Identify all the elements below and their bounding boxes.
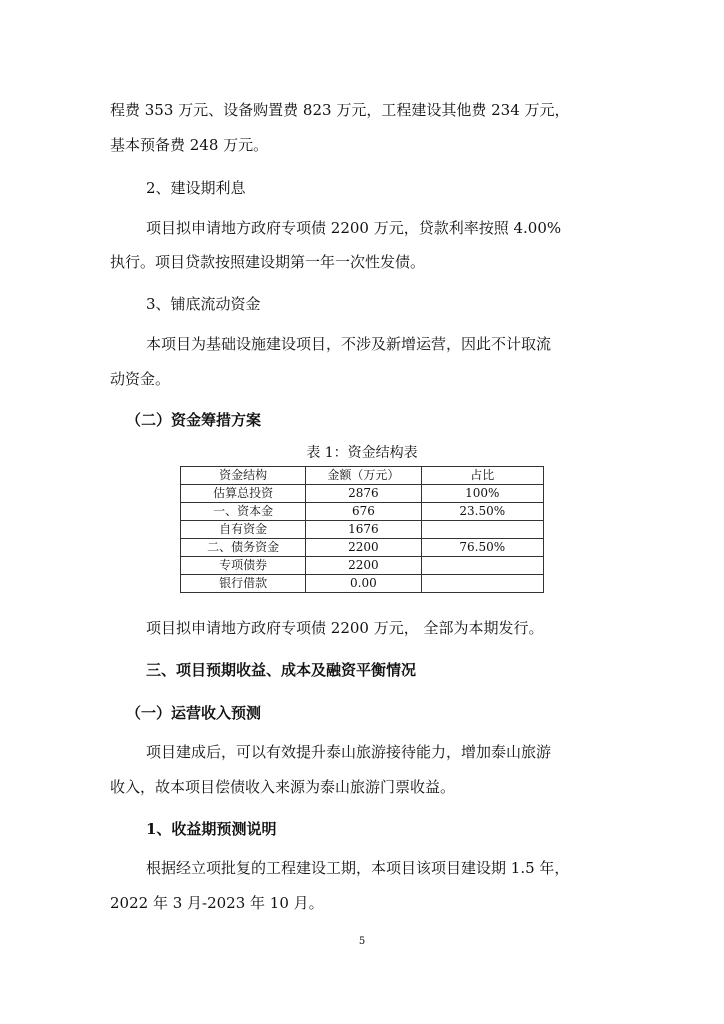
paragraph-line: 本项目为基础设施建设项目，不涉及新增运营，因此不计取流: [146, 335, 552, 353]
table-cell: 100%: [421, 485, 543, 503]
heading-section-3: 三、项目预期收益、成本及融资平衡情况: [146, 661, 417, 679]
header-cell: 金额（万元）: [306, 467, 421, 485]
table-cell: 估算总投资: [181, 485, 306, 503]
table-cell: 0.00: [306, 575, 421, 593]
paragraph-line: 2022 年 3 月-2023 年 10 月。: [110, 894, 324, 912]
table-cell: 2200: [306, 557, 421, 575]
paragraph-line: 动资金。: [110, 370, 171, 388]
heading-construction-interest: 2、建设期利息: [146, 179, 246, 197]
heading-funding-plan: （二）资金筹措方案: [126, 411, 262, 429]
table-cell: [421, 557, 543, 575]
page-number: 5: [358, 936, 366, 947]
paragraph-line: 程费 353 万元、设备购置费 823 万元，工程建设其他费 234 万元，: [110, 101, 570, 119]
table-row: [181, 503, 544, 521]
header-cell: 占比: [421, 467, 543, 485]
funding-structure-table: [180, 466, 544, 593]
table-cell: 二、债务资金: [181, 539, 306, 557]
paragraph-line: 收入，故本项目偿债收入来源为泰山旅游门票收益。: [110, 778, 456, 796]
table-cell: 2876: [306, 485, 421, 503]
table-cell: 1676: [306, 521, 421, 539]
table-row: [181, 521, 544, 539]
table-caption: 表 1：资金结构表: [306, 445, 418, 461]
header-cell: 资金结构: [181, 467, 306, 485]
table-cell: 2200: [306, 539, 421, 557]
paragraph-line: 根据经立项批复的工程建设工期，本项目该项目建设期 1.5 年，: [146, 859, 570, 877]
paragraph-line: 项目拟申请地方政府专项债 2200 万元， 全部为本期发行。: [146, 619, 544, 637]
table-cell: [421, 575, 543, 593]
table-row: [181, 575, 544, 593]
table-cell: 银行借款: [181, 575, 306, 593]
paragraph-line: 基本预备费 248 万元。: [110, 136, 269, 154]
table-cell: 76.50%: [421, 539, 543, 557]
table-cell: 自有资金: [181, 521, 306, 539]
paragraph-line: 项目拟申请地方政府专项债 2200 万元，贷款利率按照 4.00%: [146, 219, 562, 237]
table-cell: 一、资本金: [181, 503, 306, 521]
table-cell: [421, 521, 543, 539]
paragraph-line: 项目建成后，可以有效提升泰山旅游接待能力，增加泰山旅游: [146, 743, 552, 761]
heading-revenue-period: 1、收益期预测说明: [146, 820, 277, 838]
table-row: [181, 539, 544, 557]
table-cell: 专项债券: [181, 557, 306, 575]
heading-working-capital: 3、铺底流动资金: [146, 295, 261, 313]
table-row: [181, 557, 544, 575]
paragraph-line: 执行。项目贷款按照建设期第一年一次性发债。: [110, 253, 426, 271]
heading-revenue-forecast: （一）运营收入预测: [126, 704, 262, 722]
table-header-row: [181, 467, 544, 485]
table-cell: 23.50%: [421, 503, 543, 521]
table-row: [181, 485, 544, 503]
table-cell: 676: [306, 503, 421, 521]
